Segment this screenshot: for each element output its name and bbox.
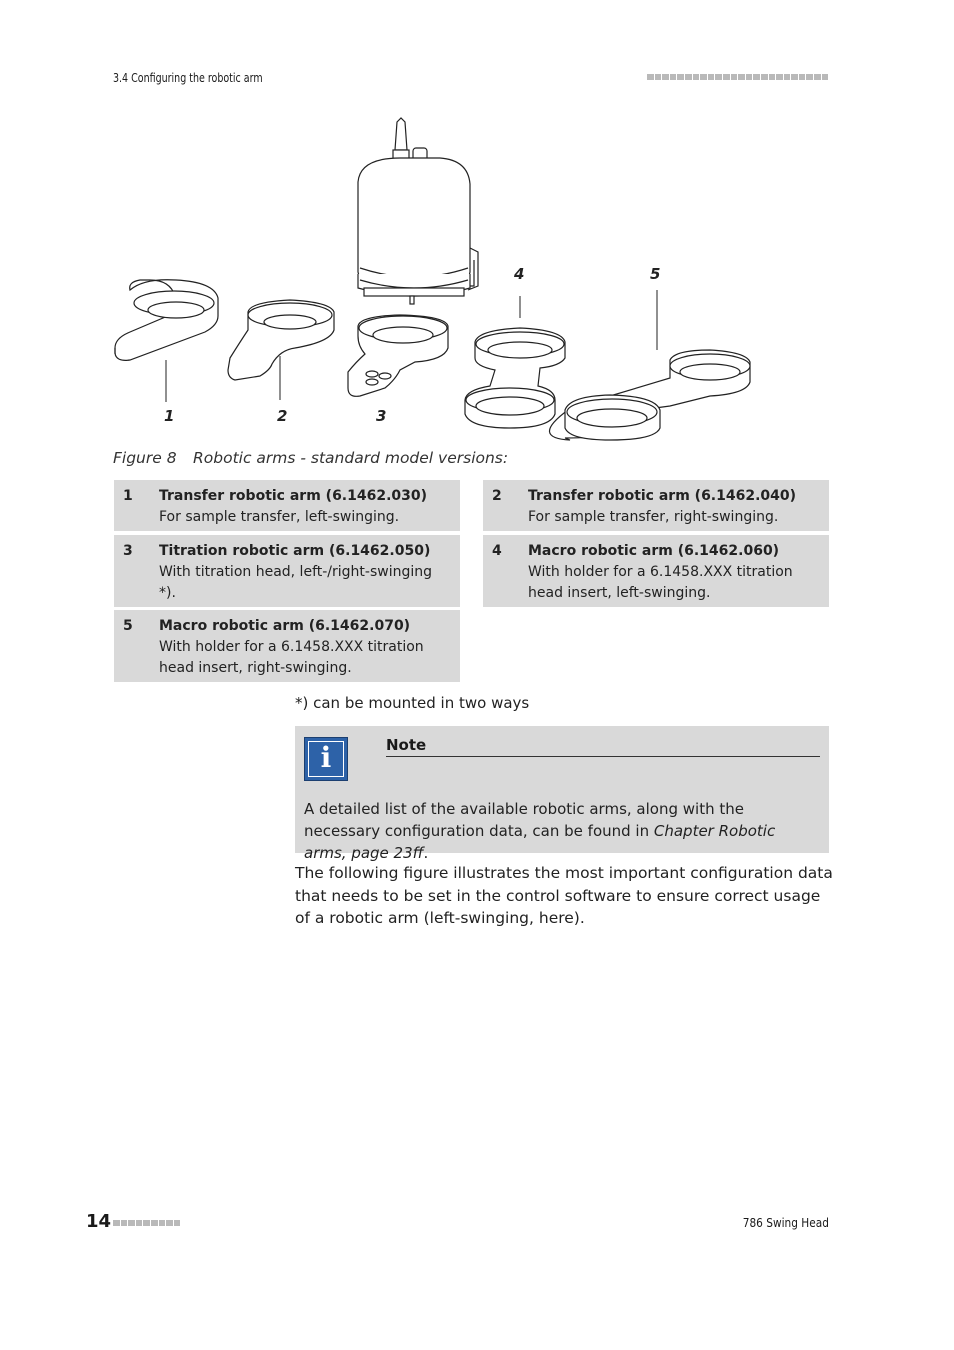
legend-number: 5 xyxy=(123,618,133,634)
figure-label-4: 4 xyxy=(514,265,525,283)
legend-title: Macro robotic arm (6.1462.070) xyxy=(159,618,411,634)
legend-number: 3 xyxy=(123,543,133,559)
note-text xyxy=(304,798,820,864)
figure-caption xyxy=(113,449,508,467)
note-text-end: . xyxy=(423,844,429,862)
figure-label-3: 3 xyxy=(376,407,387,425)
legend-description: With holder for a 6.1458.XXX titration head insert, right-swinging. xyxy=(159,639,424,676)
page-number: 14 xyxy=(86,1211,112,1232)
arm-2-drawing xyxy=(228,300,334,400)
note-box xyxy=(295,726,829,862)
header-marker-dots xyxy=(647,74,828,80)
robotic-arms-illustration xyxy=(110,110,770,445)
legend-item-4 xyxy=(483,535,829,607)
arm-1-drawing xyxy=(115,280,218,402)
figure-label-5: 5 xyxy=(650,265,661,283)
legend-item-2 xyxy=(483,480,829,531)
note-text-body: A detailed list of the available robotic arms, along with the necessary configuration data, can be found in xyxy=(304,800,744,840)
legend-title: Transfer robotic arm (6.1462.030) xyxy=(159,488,428,504)
legend-description: With holder for a 6.1458.XXX titration head insert, left-swinging. xyxy=(528,564,793,601)
legend-number: 1 xyxy=(123,488,133,504)
legend-description: For sample transfer, right-swinging. xyxy=(528,509,779,525)
legend-number: 2 xyxy=(492,488,502,504)
figure-label-2: 2 xyxy=(277,407,288,425)
info-icon xyxy=(304,737,348,781)
figure-label-1: 1 xyxy=(164,407,175,425)
footnote: *) can be mounted in two ways xyxy=(295,694,530,712)
info-icon-glyph: i xyxy=(320,741,332,774)
legend-number: 4 xyxy=(492,543,502,559)
legend-item-5 xyxy=(114,610,460,682)
arm-5-drawing xyxy=(549,290,750,440)
note-title: Note xyxy=(386,736,820,757)
arm-4-drawing xyxy=(465,296,565,428)
arm-3-drawing xyxy=(348,315,448,396)
body-paragraph: The following figure illustrates the most important configuration data that needs to be set in the control software to ensure correct usage of a robotic arm (left-swinging, here). xyxy=(295,864,833,927)
swing-head-drawing xyxy=(358,118,478,304)
legend-description: For sample transfer, left-swinging. xyxy=(159,509,400,525)
footer-product-name: 786 Swing Head xyxy=(742,1216,829,1230)
running-header-section: 3.4 Configuring the robotic arm xyxy=(113,71,263,85)
legend-description: With titration head, left-/right-swinging *). xyxy=(159,564,432,601)
robotic-arms-figure xyxy=(110,110,770,445)
footer-marker-dots xyxy=(113,1220,180,1226)
legend-item-1 xyxy=(114,480,460,531)
legend-title: Transfer robotic arm (6.1462.040) xyxy=(528,488,797,504)
figure-caption-text: Robotic arms - standard model versions: xyxy=(193,449,509,467)
legend-title: Titration robotic arm (6.1462.050) xyxy=(159,543,431,559)
note-chapter-link[interactable]: Chapter Robotic arms, page 23ff xyxy=(304,822,776,862)
legend-item-3 xyxy=(114,535,460,607)
legend-title: Macro robotic arm (6.1462.060) xyxy=(528,543,780,559)
figure-caption-label: Figure 8 xyxy=(113,449,177,467)
